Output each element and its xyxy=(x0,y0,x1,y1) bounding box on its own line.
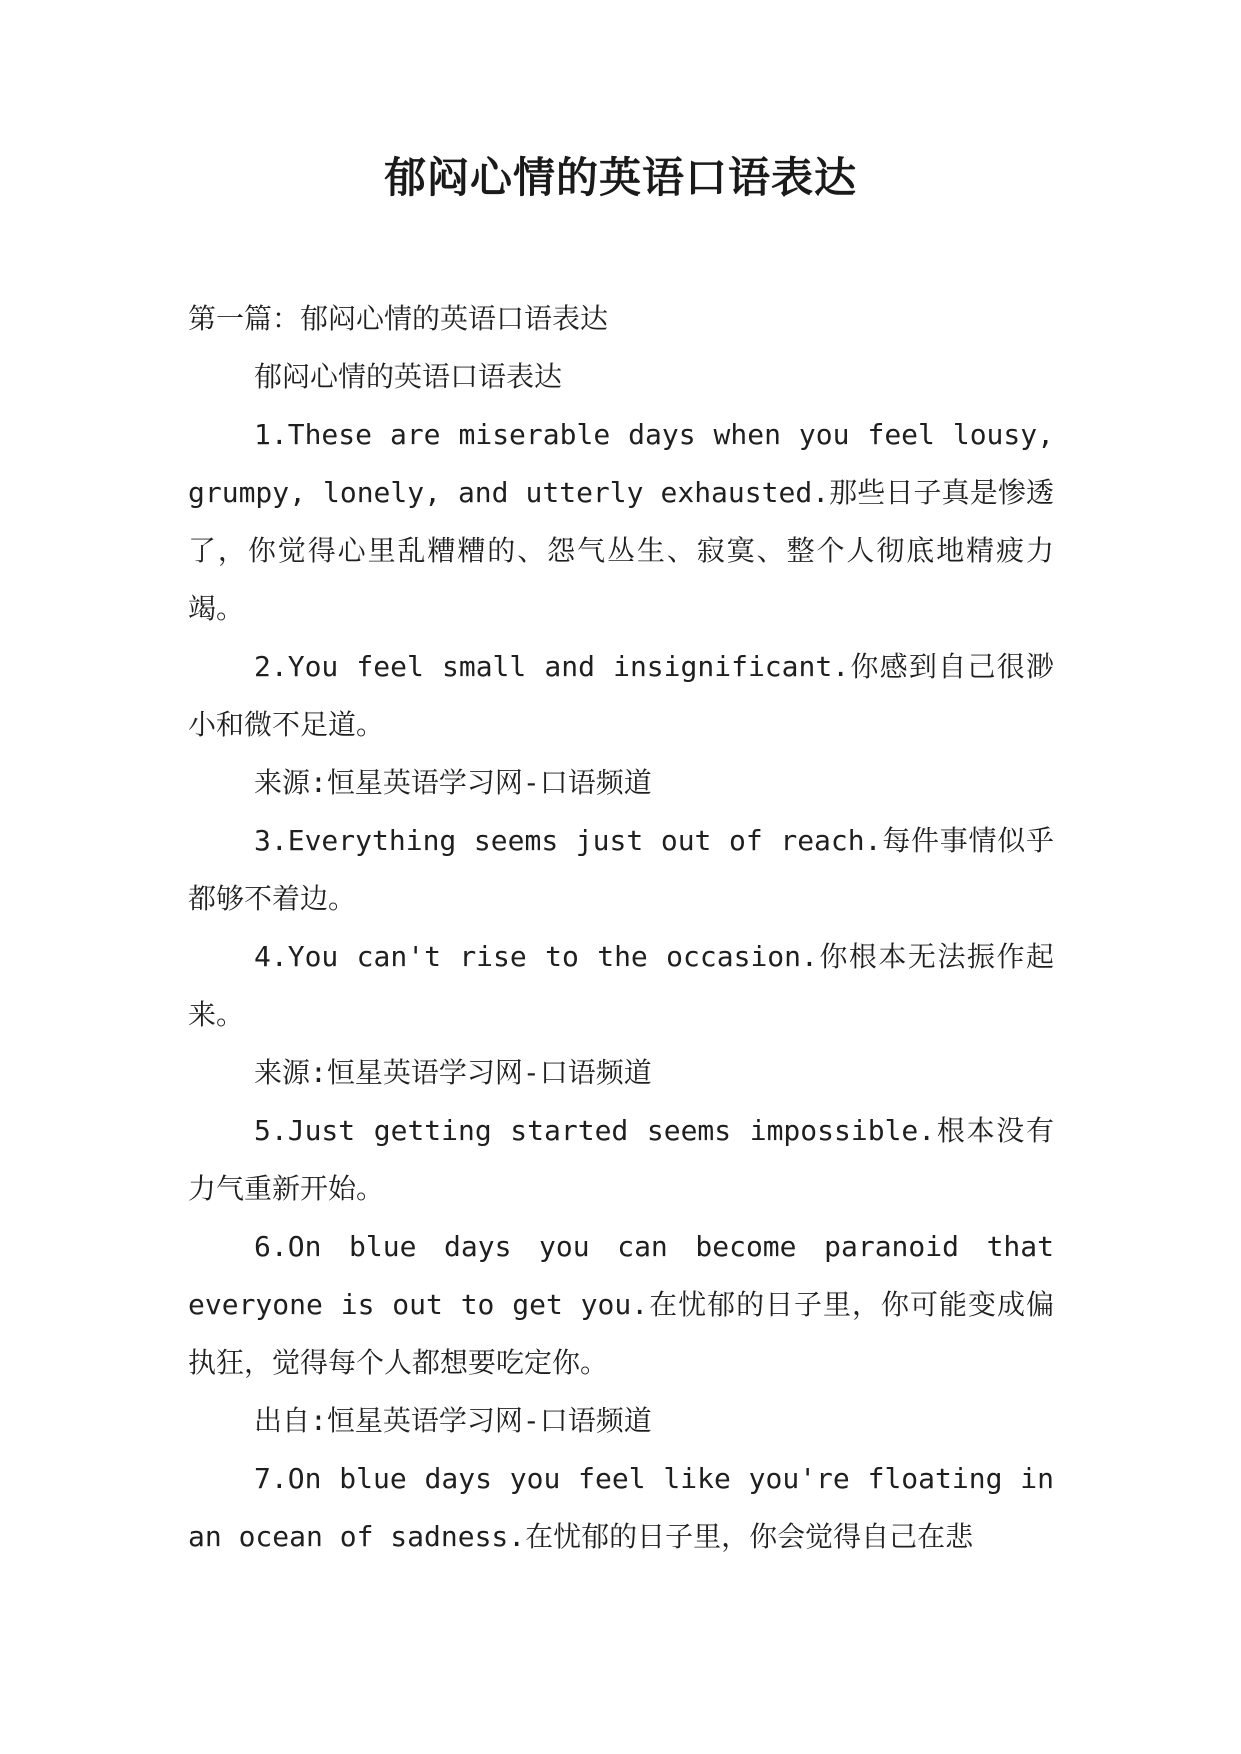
subtitle-paragraph: 郁闷心情的英语口语表达 xyxy=(254,360,563,393)
item-paragraph-4: 4.You can't rise to the occasion.你根本无法振作起来。 xyxy=(188,940,1054,1031)
part-heading: 第一篇：郁闷心情的英语口语表达 xyxy=(188,302,609,335)
document-body xyxy=(188,290,1054,1566)
source-paragraph-3: 出自:恒星英语学习网-口语频道 xyxy=(254,1404,652,1437)
source-paragraph-1: 来源:恒星英语学习网-口语频道 xyxy=(254,766,652,799)
item-paragraph-2: 2.You feel small and insignificant.你感到自己很渺小和微不足道。 xyxy=(188,650,1054,741)
item-paragraph-1: 1.These are miserable days when you feel lousy, grumpy, lonely, and utterly exhausted.那些日子真是惨透了，你觉得心里乱糟糟的、怨气丛生、寂寞、整个人彻底地精疲力竭。 xyxy=(188,418,1054,625)
item-paragraph-5: 5.Just getting started seems impossible.根本没有力气重新开始。 xyxy=(188,1114,1054,1205)
item-paragraph-7: 7.On blue days you feel like you're floating in an ocean of sadness.在忧郁的日子里，你会觉得自己在悲 xyxy=(188,1462,1054,1553)
document-title: 郁闷心情的英语口语表达 xyxy=(383,153,857,202)
item-paragraph-6: 6.On blue days you can become paranoid that everyone is out to get you.在忧郁的日子里，你可能变成偏执狂，觉得每个人都想要吃定你。 xyxy=(188,1230,1054,1379)
source-paragraph-2: 来源:恒星英语学习网-口语频道 xyxy=(254,1056,652,1089)
item-paragraph-3: 3.Everything seems just out of reach.每件事情似乎都够不着边。 xyxy=(188,824,1054,915)
